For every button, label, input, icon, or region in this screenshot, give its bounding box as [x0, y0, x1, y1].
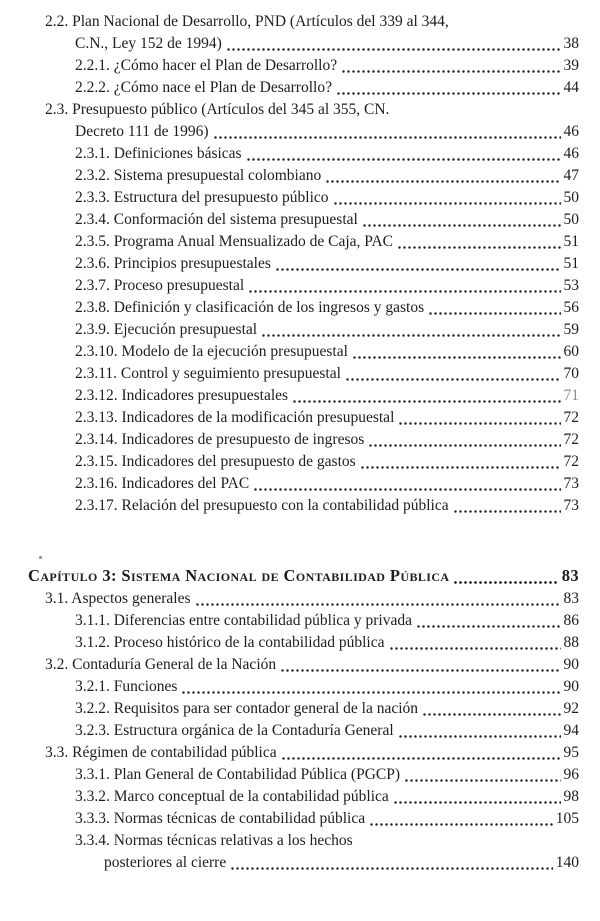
- toc-entry: [28, 11, 579, 55]
- toc-entry: [28, 231, 579, 253]
- toc-entry-line: [28, 253, 579, 275]
- toc-entry-line: [28, 720, 579, 742]
- toc-entry: [28, 473, 579, 495]
- entry-title: 2.3.3. Estructura del presupuesto público: [75, 189, 329, 206]
- dot-leader: [398, 407, 560, 429]
- toc-entry-line: [28, 852, 579, 874]
- page-number: 83: [563, 590, 579, 607]
- entry-title: 3.1. Aspectos generales: [45, 590, 191, 607]
- toc-entry-line: [28, 676, 579, 698]
- toc-entry-line: [28, 632, 579, 654]
- dot-leader: [453, 495, 561, 517]
- entry-title: 2.3.15. Indicadores del presupuesto de gastos: [75, 453, 356, 470]
- entry-title: 2.2.1. ¿Cómo hacer el Plan de Desarrollo?: [75, 57, 338, 74]
- page-number: 140: [555, 854, 579, 871]
- toc-entry-line: [28, 55, 579, 77]
- toc-entry: [28, 830, 579, 874]
- toc-entry-line: [28, 698, 579, 720]
- toc-entry-line: [28, 99, 579, 121]
- toc-entry-line: [28, 564, 579, 588]
- entry-title: 2.3.16. Indicadores del PAC: [75, 475, 250, 492]
- scan-artifact-dot: [39, 556, 42, 559]
- dot-leader: [341, 55, 560, 77]
- toc-entry-line: [28, 143, 579, 165]
- page-number: 70: [563, 365, 579, 382]
- toc-entry-line: [28, 165, 579, 187]
- dot-leader: [453, 564, 558, 588]
- dot-leader: [336, 77, 561, 99]
- entry-title: 2.3.5. Programa Anual Mensualizado de Caja, PAC: [75, 233, 393, 250]
- page-number: 44: [563, 79, 579, 96]
- dot-leader: [280, 654, 560, 676]
- entry-title: 3.2.1. Funciones: [75, 678, 178, 695]
- toc-chapter-entry: [28, 564, 579, 588]
- toc-entry: [28, 385, 579, 407]
- page-number: 96: [563, 766, 579, 783]
- toc-entry: [28, 165, 579, 187]
- toc-entry-line: [28, 495, 579, 517]
- entry-title: 2.3.4. Conformación del sistema presupuestal: [75, 211, 358, 228]
- page-number: 51: [563, 255, 579, 272]
- dot-leader: [292, 385, 560, 407]
- dot-leader: [428, 297, 560, 319]
- toc-entry: [28, 676, 579, 698]
- toc-entry: [28, 720, 579, 742]
- page-number: 83: [561, 566, 579, 585]
- page-number: 46: [563, 145, 579, 162]
- dot-leader: [369, 808, 553, 830]
- entry-title: 2.3.9. Ejecución presupuestal: [75, 321, 258, 338]
- toc-entry: [28, 319, 579, 341]
- toc-entry: [28, 407, 579, 429]
- toc-entry-line: [28, 187, 579, 209]
- toc-entry: [28, 742, 579, 764]
- toc-entry-line: [28, 742, 579, 764]
- page-number: 59: [563, 321, 579, 338]
- dot-leader: [181, 676, 560, 698]
- page-number: 88: [563, 634, 579, 651]
- toc-entry: [28, 209, 579, 231]
- dot-leader: [404, 764, 560, 786]
- page-number: 92: [563, 700, 579, 717]
- dot-leader: [368, 429, 560, 451]
- page-number: 50: [563, 189, 579, 206]
- toc-entry-line: [28, 786, 579, 808]
- toc-entry-line: [28, 341, 579, 363]
- entry-title: 3.3. Régimen de contabilidad pública: [45, 744, 277, 761]
- page-number: 56: [563, 299, 579, 316]
- entry-title: 3.3.1. Plan General de Contabilidad Pública (PGCP): [75, 766, 401, 783]
- entry-title: 2.3.6. Principios presupuestales: [75, 255, 271, 272]
- toc-entry: [28, 451, 579, 473]
- dot-leader: [195, 588, 561, 610]
- toc-entry-line: [28, 297, 579, 319]
- dot-leader: [352, 341, 561, 363]
- dot-leader: [230, 852, 553, 874]
- toc-entry: [28, 363, 579, 385]
- entry-title: 3.3.4. Normas técnicas relativas a los hechos: [75, 832, 353, 849]
- toc-list: [28, 11, 579, 874]
- entry-title: 3.3.3. Normas técnicas de contabilidad pública: [75, 810, 366, 827]
- page-number: 60: [563, 343, 579, 360]
- entry-title: 2.3.1. Definiciones básicas: [75, 145, 242, 162]
- dot-leader: [416, 610, 561, 632]
- page-number: 72: [563, 431, 579, 448]
- page-number: 94: [563, 722, 579, 739]
- entry-title: 2.2.2. ¿Cómo nace el Plan de Desarrollo?: [75, 79, 332, 96]
- dot-leader: [213, 121, 561, 143]
- dot-leader: [246, 143, 561, 165]
- page-number: 51: [563, 233, 579, 250]
- page-number: 73: [563, 497, 579, 514]
- dot-leader: [333, 187, 561, 209]
- entry-title: 2.3.2. Sistema presupuestal colombiano: [75, 167, 322, 184]
- page-number: 38: [563, 35, 579, 52]
- page-number: 39: [563, 57, 579, 74]
- entry-title: 2.3.10. Modelo de la ejecución presupuestal: [75, 343, 348, 360]
- entry-title: 2.3.7. Proceso presupuestal: [75, 277, 245, 294]
- dot-leader: [253, 473, 560, 495]
- page-number: 86: [563, 612, 579, 629]
- dot-leader: [325, 165, 560, 187]
- page-number: 105: [555, 810, 579, 827]
- dot-leader: [362, 209, 561, 231]
- dot-leader: [248, 275, 560, 297]
- toc-entry: [28, 588, 579, 610]
- page-number: 73: [563, 475, 579, 492]
- dot-leader: [275, 253, 561, 275]
- toc-entry: [28, 297, 579, 319]
- entry-title: 2.3.17. Relación del presupuesto con la contabilidad pública: [75, 497, 449, 514]
- toc-entry-line: [28, 473, 579, 495]
- toc-entry-line: [28, 429, 579, 451]
- page-number: 47: [563, 167, 579, 184]
- entry-title: 2.3.11. Control y seguimiento presupuestal: [75, 365, 341, 382]
- toc-entry: [28, 187, 579, 209]
- toc-entry-line: [28, 610, 579, 632]
- toc-entry-line: [28, 319, 579, 341]
- entry-title: 2.3.13. Indicadores de la modificación presupuestal: [75, 409, 395, 426]
- toc-entry: [28, 632, 579, 654]
- page-number: 98: [563, 788, 579, 805]
- toc-entry-line: [28, 764, 579, 786]
- entry-title: 3.2. Contaduría General de la Nación: [45, 656, 277, 673]
- toc-entry: [28, 429, 579, 451]
- chapter-title: Capítulo 3: Sistema Nacional de Contabilidad Pública: [28, 566, 450, 585]
- entry-title: 3.1.1. Diferencias entre contabilidad pública y privada: [75, 612, 412, 629]
- page-number: 90: [563, 678, 579, 695]
- entry-title: 3.2.2. Requisitos para ser contador general de la nación: [75, 700, 419, 717]
- toc-entry: [28, 99, 579, 143]
- entry-title: 2.3.8. Definición y clasificación de los ingresos y gastos: [75, 299, 425, 316]
- toc-entry: [28, 698, 579, 720]
- toc-entry-line: [28, 275, 579, 297]
- entry-title: posteriores al cierre: [104, 854, 227, 871]
- toc-entry: [28, 610, 579, 632]
- dot-leader: [422, 698, 560, 720]
- entry-title: 3.2.3. Estructura orgánica de la Contaduría General: [75, 722, 394, 739]
- toc-entry: [28, 654, 579, 676]
- entry-title: 2.3.14. Indicadores de presupuesto de ingresos: [75, 431, 365, 448]
- toc-entry: [28, 55, 579, 77]
- entry-title: 2.2. Plan Nacional de Desarrollo, PND (Artículos del 339 al 344,: [45, 13, 449, 30]
- toc-entry-line: [28, 407, 579, 429]
- toc-entry-line: [28, 588, 579, 610]
- dot-leader: [345, 363, 561, 385]
- dot-leader: [397, 231, 561, 253]
- toc-entry: [28, 77, 579, 99]
- dot-leader: [360, 451, 561, 473]
- toc-entry-line: [28, 808, 579, 830]
- toc-entry: [28, 143, 579, 165]
- entry-title: 2.3.12. Indicadores presupuestales: [75, 387, 289, 404]
- dot-leader: [226, 33, 561, 55]
- toc-entry: [28, 764, 579, 786]
- toc-entry: [28, 808, 579, 830]
- toc-entry-line: [28, 121, 579, 143]
- toc-entry-line: [28, 77, 579, 99]
- page-number: 72: [563, 453, 579, 470]
- toc-entry-line: [28, 654, 579, 676]
- entry-title: 3.3.2. Marco conceptual de la contabilidad pública: [75, 788, 389, 805]
- toc-entry-line: [28, 385, 579, 407]
- toc-entry: [28, 253, 579, 275]
- page-number: 50: [563, 211, 579, 228]
- dot-leader: [389, 632, 561, 654]
- dot-leader: [393, 786, 561, 808]
- page-number: 71: [563, 387, 579, 404]
- entry-title: C.N., Ley 152 de 1994): [75, 35, 222, 52]
- toc-entry: [28, 275, 579, 297]
- toc-entry-line: [28, 451, 579, 473]
- toc-entry-line: [28, 830, 579, 852]
- page-number: 90: [563, 656, 579, 673]
- entry-title: Decreto 111 de 1996): [75, 123, 209, 140]
- entry-title: 2.3. Presupuesto público (Artículos del 345 al 355, CN.: [45, 101, 390, 118]
- toc-entry: [28, 786, 579, 808]
- dot-leader: [281, 742, 561, 764]
- dot-leader: [398, 720, 561, 742]
- page-number: 53: [563, 277, 579, 294]
- toc-entry: [28, 495, 579, 517]
- dot-leader: [261, 319, 560, 341]
- page-number: 95: [563, 744, 579, 761]
- toc-entry: [28, 341, 579, 363]
- toc-entry-line: [28, 33, 579, 55]
- toc-entry-line: [28, 11, 579, 33]
- toc-entry-line: [28, 231, 579, 253]
- page-number: 46: [563, 123, 579, 140]
- toc-entry-line: [28, 363, 579, 385]
- toc-entry-line: [28, 209, 579, 231]
- entry-title: 3.1.2. Proceso histórico de la contabilidad pública: [75, 634, 385, 651]
- page-number: 72: [563, 409, 579, 426]
